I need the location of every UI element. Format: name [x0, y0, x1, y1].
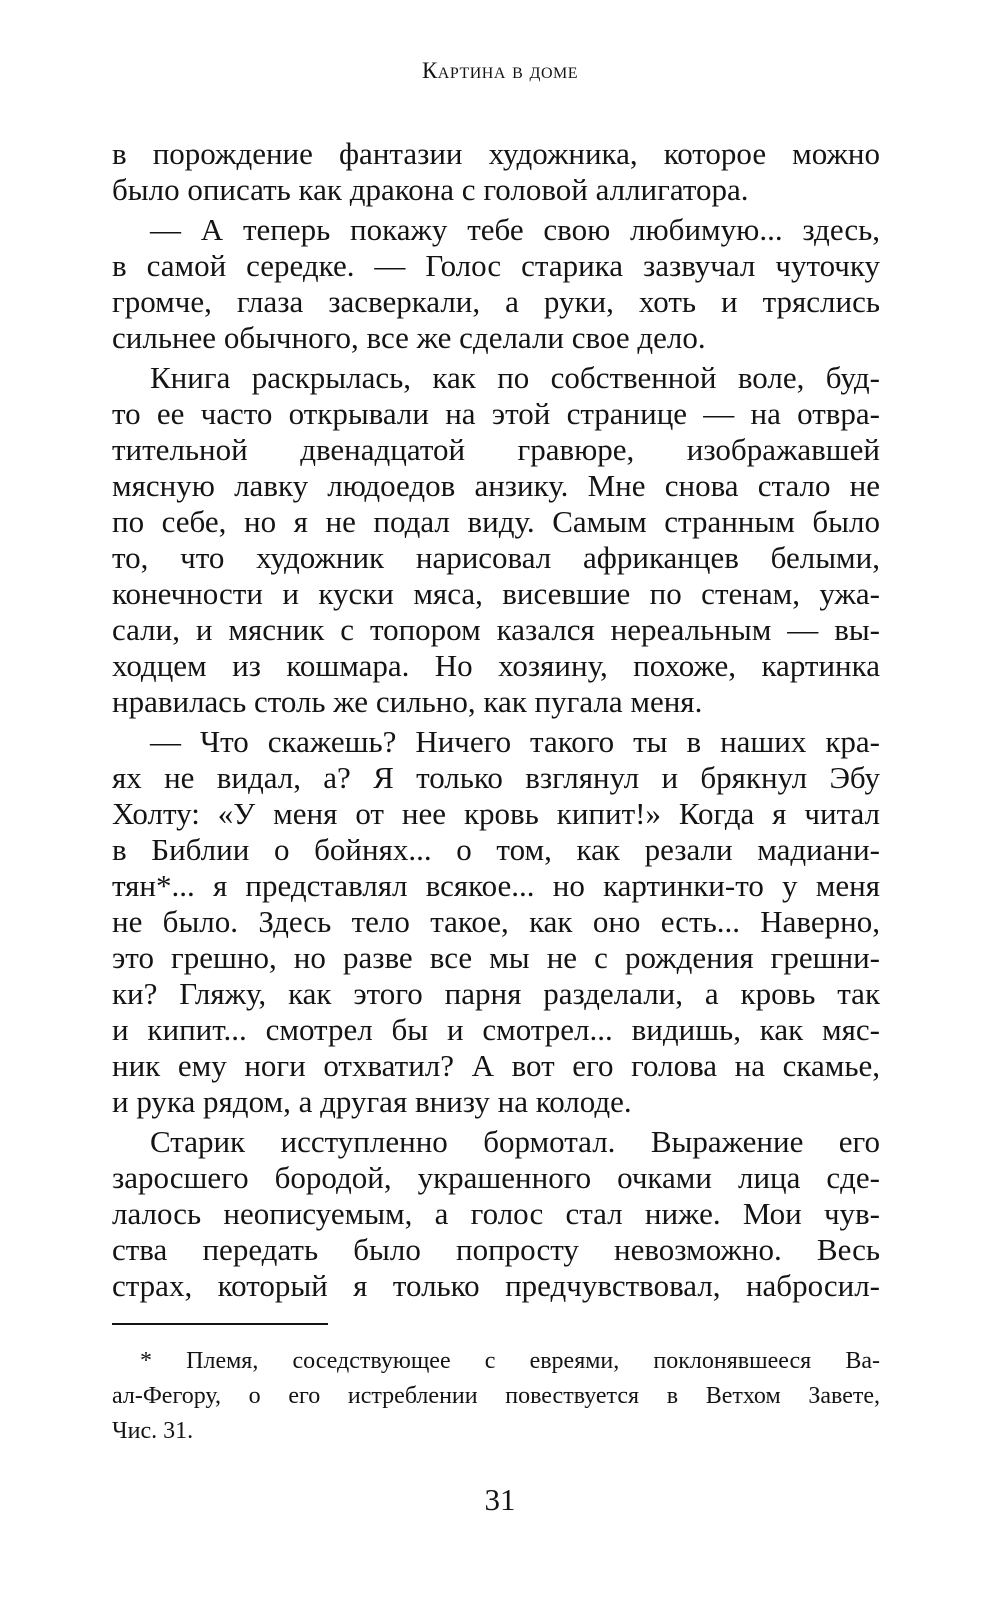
text-line: сали, и мясник с топором казался нереальным — вы- — [112, 612, 880, 647]
text-line: Старик исступленно бормотал. Выражение его — [150, 1124, 880, 1159]
text-line: ства передать было попросту невозможно. Весь — [112, 1232, 880, 1267]
text-line: ник ему ноги отхватил? А вот его голова на скамье, — [112, 1048, 880, 1083]
footnote-line: ал-Фегору, о его истреблении повествуется в Ветхом Завете, — [112, 1383, 880, 1409]
text-line: лалось неописуемым, а голос стал ниже. Мои чув- — [112, 1196, 880, 1231]
text-line: Книга раскрылась, как по собственной воле, буд- — [150, 360, 880, 395]
text-line: и кипит... смотрел бы и смотрел... видишь, как мяс- — [112, 1012, 880, 1047]
text-line: конечности и куски мяса, висевшие по стенам, ужа- — [112, 576, 880, 611]
text-line: заросшего бородой, украшенного очками лица сде- — [112, 1160, 880, 1195]
text-line: то, что художник нарисовал африканцев белыми, — [112, 540, 880, 575]
text-line: не было. Здесь тело такое, как оно есть... Наверно, — [112, 904, 880, 939]
footnote-line: Чис. 31. — [112, 1418, 194, 1444]
text-line: было описать как дракона с головой аллигатора. — [112, 172, 749, 207]
footnote-divider — [112, 1323, 328, 1325]
text-line: страх, который я только предчувствовал, набросил- — [112, 1268, 880, 1303]
text-line: в самой середке. — Голос старика зазвучал чуточку — [112, 248, 880, 283]
text-line: то ее часто открывали на этой странице — на отвра- — [112, 396, 880, 431]
text-line: и рука рядом, а другая внизу на колоде. — [112, 1084, 632, 1119]
text-line: ки? Гляжу, как этого парня разделали, а кровь так — [112, 976, 880, 1011]
body-text — [112, 136, 880, 1304]
text-line: — Что скажешь? Ничего такого ты в наших кра- — [150, 724, 880, 759]
text-line: это грешно, но разве все мы не с рождения грешни- — [112, 940, 880, 975]
text-line: Холту: «У меня от нее кровь кипит!» Когда я читал — [112, 796, 880, 831]
text-line: — А теперь покажу тебе свою любимую... здесь, — [150, 212, 880, 247]
text-line: ходцем из кошмара. Но хозяину, похоже, картинка — [112, 648, 880, 683]
running-head: Картина в доме — [421, 58, 579, 83]
page-number: 31 — [484, 1482, 516, 1517]
text-line: в Библии о бойнях... о том, как резали мадиани- — [112, 832, 880, 867]
text-line: мясную лавку людоедов анзику. Мне снова стало не — [112, 468, 880, 503]
text-line: тительной двенадцатой гравюре, изображавшей — [112, 432, 880, 467]
text-line: нравилась столь же сильно, как пугала меня. — [112, 684, 703, 719]
text-line: по себе, но я не подал виду. Самым странным было — [112, 504, 880, 539]
text-line: громче, глаза засверкали, а руки, хоть и тряслись — [112, 284, 880, 319]
text-line: ях не видал, а? Я только взглянул и брякнул Эбу — [112, 760, 880, 795]
footnote-line: * Племя, соседствующее с евреями, поклонявшееся Ва- — [140, 1348, 880, 1374]
text-line: тян*... я представлял всякое... но картинки-то у меня — [112, 868, 880, 903]
text-line: в порождение фантазии художника, которое можно — [112, 136, 880, 171]
text-line: сильнее обычного, все же сделали свое дело. — [112, 320, 706, 355]
footnote — [112, 1344, 880, 1449]
